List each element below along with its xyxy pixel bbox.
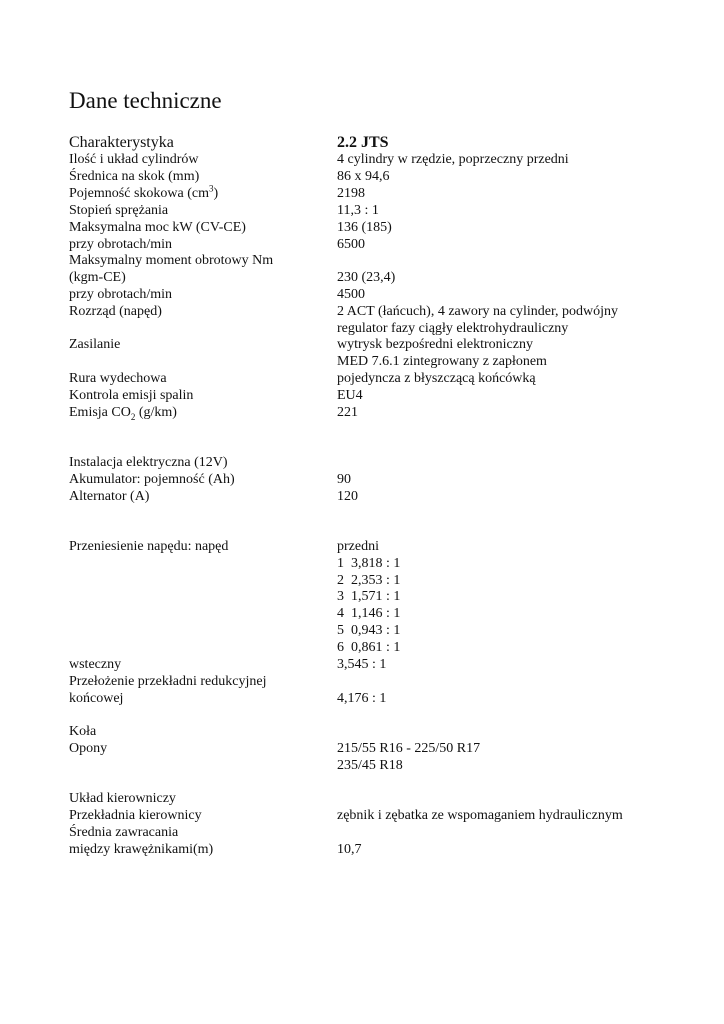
displacement-label-text: Pojemność skokowa (cm	[69, 186, 209, 201]
torque-value: 230 (23,4)	[337, 270, 396, 285]
displacement-value: 2198	[337, 186, 365, 201]
co2-value: 221	[337, 405, 358, 420]
tires-value-line1: 215/55 R16 - 225/50 R17	[337, 741, 481, 756]
gear-row	[337, 588, 400, 605]
max-power-label: Maksymalna moc kW (CV-CE)	[69, 220, 246, 235]
timing-label: Rozrząd (napęd)	[69, 304, 162, 319]
torque-label-line2: (kgm-CE)	[69, 270, 126, 285]
header-model: 2.2 JTS	[337, 134, 389, 151]
turning-value: 10,7	[337, 842, 362, 857]
header-label: Charakterystyka	[69, 134, 174, 151]
final-drive-label-line2: końcowej	[69, 691, 124, 706]
turning-label-line2: między krawężnikami(m)	[69, 842, 214, 857]
gear-number: 1	[337, 556, 344, 571]
co2-label	[69, 404, 177, 421]
gear-ratio: 2,353 : 1	[351, 573, 401, 588]
exhaust-value: pojedyncza z błyszczącą końcówką	[337, 371, 536, 386]
gear-number: 3	[337, 589, 344, 604]
power-rpm-value: 6500	[337, 237, 365, 252]
final-drive-label-line1: Przełożenie przekładni redukcyjnej	[69, 674, 267, 689]
power-rpm-label: przy obrotach/min	[69, 237, 173, 252]
gear-ratio: 3,818 : 1	[351, 556, 401, 571]
timing-value-line1: 2 ACT (łańcuch), 4 zawory na cylinder, podwójny	[337, 304, 619, 319]
co2-label-unit: (g/km)	[135, 405, 177, 420]
fuel-value-line1: wytrysk bezpośredni elektroniczny	[337, 337, 533, 352]
reverse-label: wsteczny	[69, 657, 122, 672]
gear-number: 5	[337, 623, 344, 638]
steering-title: Układ kierowniczy	[69, 791, 176, 806]
gear-ratio: 1,146 : 1	[351, 606, 401, 621]
fuel-value-line2: MED 7.6.1 zintegrowany z zapłonem	[337, 354, 547, 369]
transmission-label: Przeniesienie napędu: napęd	[69, 539, 229, 554]
emission-control-value: EU4	[337, 388, 363, 403]
compression-label: Stopień sprężania	[69, 203, 169, 218]
turning-label-line1: Średnia zawracania	[69, 825, 179, 840]
gear-row	[337, 622, 400, 639]
gear-number: 2	[337, 573, 344, 588]
gear-row	[337, 555, 400, 572]
alternator-label: Alternator (A)	[69, 489, 150, 504]
co2-label-text: Emisja CO	[69, 405, 131, 420]
bore-stroke-value: 86 x 94,6	[337, 169, 390, 184]
displacement-label-close: )	[213, 186, 219, 201]
steering-gear-value: zębnik i zębatka ze wspomaganiem hydraulicznym	[337, 808, 623, 823]
battery-value: 90	[337, 472, 351, 487]
emission-control-label: Kontrola emisji spalin	[69, 388, 194, 403]
fuel-label: Zasilanie	[69, 337, 121, 352]
gear-row	[337, 639, 400, 656]
gear-number: 4	[337, 606, 344, 621]
timing-value-line2: regulator fazy ciągły elektrohydrauliczny	[337, 321, 569, 336]
tires-label: Opony	[69, 741, 108, 756]
wheels-title: Koła	[69, 724, 97, 739]
electrical-title: Instalacja elektryczna (12V)	[69, 455, 228, 470]
gear-ratio: 0,943 : 1	[351, 623, 401, 638]
gear-row	[337, 605, 400, 622]
cylinders-label: Ilość i układ cylindrów	[69, 152, 199, 167]
tires-value-line2: 235/45 R18	[337, 758, 403, 773]
torque-label-line1: Maksymalny moment obrotowy Nm	[69, 253, 274, 268]
displacement-label	[69, 185, 218, 202]
exhaust-label: Rura wydechowa	[69, 371, 167, 386]
compression-value: 11,3 : 1	[337, 203, 379, 218]
reverse-value: 3,545 : 1	[337, 657, 387, 672]
max-power-value: 136 (185)	[337, 220, 392, 235]
final-drive-value: 4,176 : 1	[337, 691, 387, 706]
co2-label-sub: 2	[130, 411, 136, 422]
displacement-label-sup: 3	[208, 183, 214, 194]
gear-number: 6	[337, 640, 344, 655]
bore-stroke-label: Średnica na skok (mm)	[69, 169, 200, 184]
torque-rpm-label: przy obrotach/min	[69, 287, 173, 302]
cylinders-value: 4 cylindry w rzędzie, poprzeczny przedni	[337, 152, 569, 167]
gear-row	[337, 572, 400, 589]
gear-ratio: 0,861 : 1	[351, 640, 401, 655]
transmission-value: przedni	[337, 539, 379, 554]
gear-ratio: 1,571 : 1	[351, 589, 401, 604]
battery-label: Akumulator: pojemność (Ah)	[69, 472, 235, 487]
alternator-value: 120	[337, 489, 358, 504]
page-title: Dane techniczne	[69, 88, 222, 113]
steering-gear-label: Przekładnia kierownicy	[69, 808, 202, 823]
torque-rpm-value: 4500	[337, 287, 365, 302]
